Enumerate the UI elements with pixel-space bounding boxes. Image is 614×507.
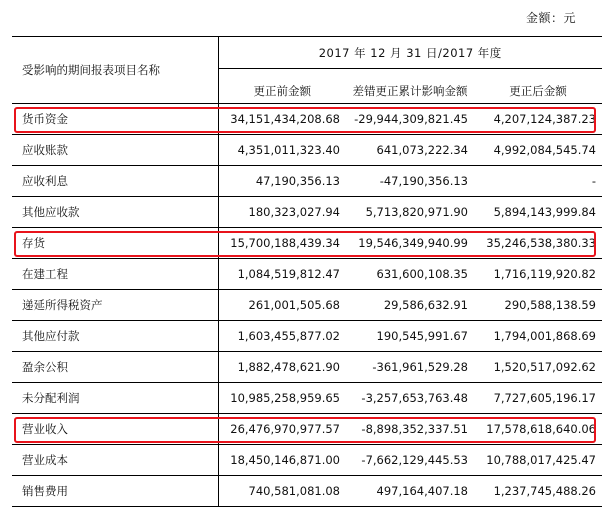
after-amount-cell: 1,794,001,868.69 bbox=[493, 329, 596, 343]
before-amount-cell: 261,001,505.68 bbox=[248, 298, 340, 312]
table-body bbox=[12, 104, 602, 507]
before-amount-cell: 1,603,455,877.02 bbox=[237, 329, 340, 343]
after-amount-cell: 35,246,538,380.33 bbox=[486, 236, 596, 250]
header-period: 2017 年 12 月 31 日/2017 年度 bbox=[218, 37, 602, 69]
item-name-cell: 其他应收款 bbox=[12, 197, 218, 228]
item-name-cell: 货币资金 bbox=[12, 104, 218, 135]
before-amount-cell: 4,351,011,323.40 bbox=[237, 143, 340, 157]
item-name-cell: 未分配利润 bbox=[12, 383, 218, 414]
after-amount-cell: 290,588,138.59 bbox=[504, 298, 596, 312]
before-amount-cell: 1,882,478,621.90 bbox=[237, 360, 340, 374]
table-row bbox=[12, 197, 602, 228]
before-amount-cell: 26,476,970,977.57 bbox=[230, 422, 340, 436]
table-row bbox=[12, 414, 602, 445]
item-name-cell: 递延所得税资产 bbox=[12, 290, 218, 321]
item-name-cell: 营业收入 bbox=[12, 414, 218, 445]
impact-amount-cell: 641,073,222.34 bbox=[376, 143, 468, 157]
impact-amount-cell: -3,257,653,763.48 bbox=[361, 391, 468, 405]
after-amount-cell: 4,207,124,387.23 bbox=[493, 112, 596, 126]
after-amount-cell: 10,788,017,425.47 bbox=[486, 453, 596, 467]
before-amount-cell: 1,084,519,812.47 bbox=[237, 267, 340, 281]
impact-amount-cell: -47,190,356.13 bbox=[379, 174, 468, 188]
impact-amount-cell: -361,961,529.28 bbox=[372, 360, 468, 374]
impact-amount-cell: 19,546,349,940.99 bbox=[358, 236, 468, 250]
table-row bbox=[12, 290, 602, 321]
before-amount-cell: 180,323,027.94 bbox=[248, 205, 340, 219]
header-after-amount: 更正后金额 bbox=[509, 84, 567, 98]
table-row bbox=[12, 104, 602, 135]
after-amount-cell: 5,894,143,999.84 bbox=[493, 205, 596, 219]
restatement-table bbox=[12, 36, 602, 507]
impact-amount-cell: 29,586,632.91 bbox=[383, 298, 468, 312]
impact-amount-cell: -7,662,129,445.53 bbox=[361, 453, 468, 467]
table-row bbox=[12, 228, 602, 259]
impact-amount-cell: -8,898,352,337.51 bbox=[361, 422, 468, 436]
impact-amount-cell: 5,713,820,971.90 bbox=[365, 205, 468, 219]
table-header bbox=[12, 37, 602, 104]
after-amount-cell: 1,520,517,092.62 bbox=[493, 360, 596, 374]
item-name-cell: 其他应付款 bbox=[12, 321, 218, 352]
item-name-cell: 应收利息 bbox=[12, 166, 218, 197]
before-amount-cell: 47,190,356.13 bbox=[255, 174, 340, 188]
before-amount-cell: 10,985,258,959.65 bbox=[230, 391, 340, 405]
before-amount-cell: 15,700,188,439.34 bbox=[230, 236, 340, 250]
after-amount-cell: 17,578,618,640.06 bbox=[486, 422, 596, 436]
header-impact-amount: 差错更正累计影响金额 bbox=[352, 84, 468, 98]
table-row bbox=[12, 383, 602, 414]
after-amount-cell: - bbox=[591, 174, 596, 188]
item-name-cell: 存货 bbox=[12, 228, 218, 259]
impact-amount-cell: 631,600,108.35 bbox=[376, 267, 468, 281]
item-name-cell: 营业成本 bbox=[12, 445, 218, 476]
item-name-cell: 销售费用 bbox=[12, 476, 218, 507]
item-name-cell: 应收账款 bbox=[12, 135, 218, 166]
item-name-cell: 盈余公积 bbox=[12, 352, 218, 383]
after-amount-cell: 1,237,745,488.26 bbox=[493, 484, 596, 498]
impact-amount-cell: 190,545,991.67 bbox=[376, 329, 468, 343]
after-amount-cell: 7,727,605,196.17 bbox=[493, 391, 596, 405]
table-row bbox=[12, 352, 602, 383]
table-row bbox=[12, 166, 602, 197]
impact-amount-cell: -29,944,309,821.45 bbox=[354, 112, 468, 126]
table-row bbox=[12, 259, 602, 290]
before-amount-cell: 740,581,081.08 bbox=[248, 484, 340, 498]
before-amount-cell: 18,450,146,871.00 bbox=[230, 453, 340, 467]
item-name-cell: 在建工程 bbox=[12, 259, 218, 290]
table-row bbox=[12, 445, 602, 476]
after-amount-cell: 4,992,084,545.74 bbox=[493, 143, 596, 157]
unit-label: 金额：元 bbox=[525, 11, 576, 25]
table-row bbox=[12, 135, 602, 166]
before-amount-cell: 34,151,434,208.68 bbox=[230, 112, 340, 126]
header-item-name: 受影响的期间报表项目名称 bbox=[12, 37, 218, 104]
impact-amount-cell: 497,164,407.18 bbox=[376, 484, 468, 498]
after-amount-cell: 1,716,119,920.82 bbox=[493, 267, 596, 281]
header-before-amount: 更正前金额 bbox=[253, 84, 311, 98]
table-row bbox=[12, 476, 602, 507]
table-row bbox=[12, 321, 602, 352]
